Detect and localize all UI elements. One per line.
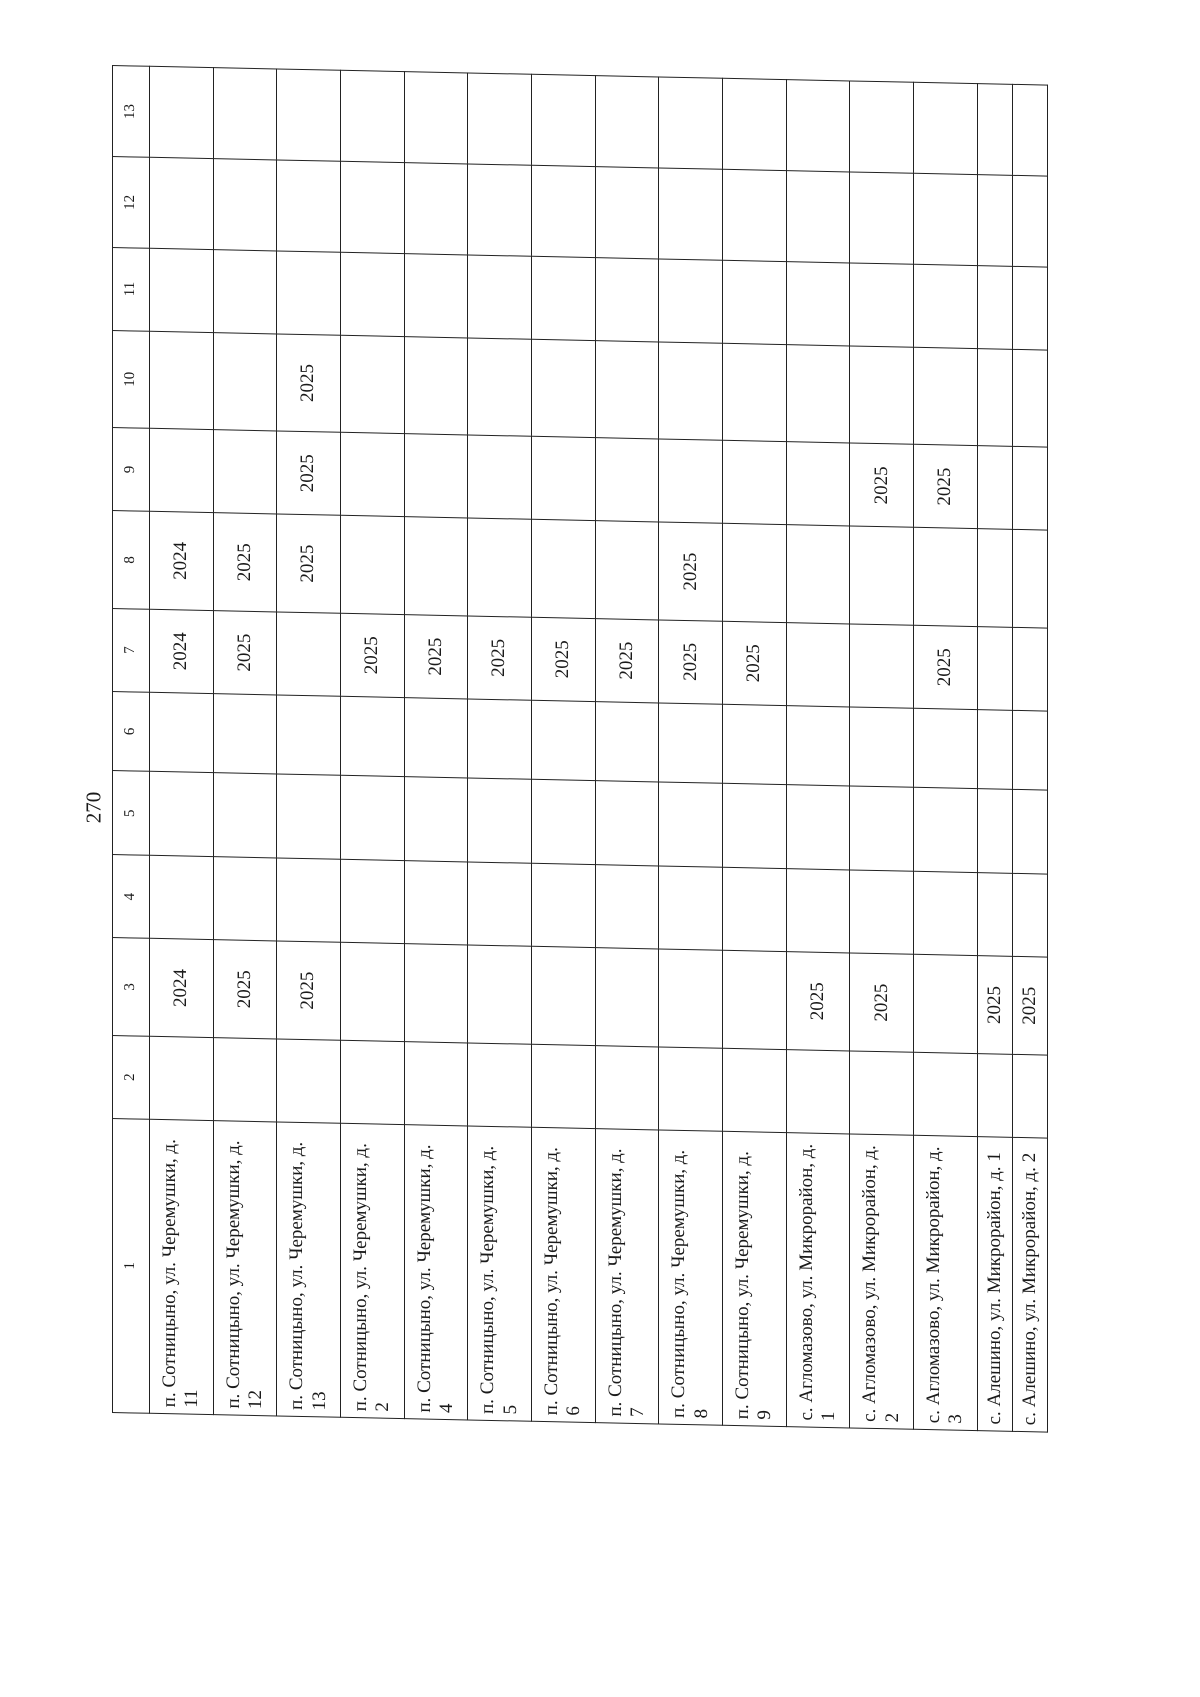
year-cell-col-12 [723,170,787,262]
address-cell: п. Сотницыно, ул. Черемушки, д. 7 [595,1128,659,1424]
year-cell-col-12 [659,168,723,260]
year-cell-col-12 [532,166,596,258]
address-cell: п. Сотницыно, ул. Черемушки, д. 2 [341,1123,405,1419]
year-cell-col-4 [341,860,405,944]
year-cell-col-9 [786,442,850,526]
year-cell-col-9 [532,437,596,521]
column-header-9: 9 [113,428,150,512]
year-cell-col-6 [1012,710,1047,790]
year-cell-col-5 [341,776,405,861]
year-cell-col-7 [850,624,914,708]
address-cell: п. Сотницыно, ул. Черемушки, д. 9 [723,1131,787,1427]
table-row [595,76,659,1424]
year-cell-col-5 [786,785,850,870]
year-cell-col-4 [404,861,468,945]
year-cell-col-7: 2025 [532,617,596,701]
year-cell-col-10 [595,340,659,439]
year-cell-col-3: 2025 [277,941,341,1040]
column-header-2: 2 [113,1035,150,1119]
table-row [850,81,914,1429]
table-row [150,66,214,1414]
year-cell-col-8 [723,523,787,622]
year-cell-col-2 [659,1047,723,1131]
year-cell-col-3 [723,950,787,1049]
year-cell-col-13 [213,68,277,161]
year-cell-col-7 [1012,627,1047,711]
year-cell-col-5 [723,784,787,869]
year-cell-col-11 [914,264,978,348]
year-cell-col-5 [150,772,214,857]
table-row [341,70,405,1418]
year-cell-col-2 [914,1052,978,1136]
year-cell-col-2 [977,1054,1012,1138]
year-cell-col-4 [277,858,341,942]
year-cell-col-9 [1012,447,1047,531]
year-cell-col-11 [213,249,277,333]
year-cell-col-8 [341,515,405,614]
address-cell: п. Сотницыно, ул. Черемушки, д. 13 [277,1122,341,1418]
year-cell-col-4 [786,869,850,953]
year-cell-col-7: 2025 [659,620,723,704]
table-row [404,72,468,1420]
year-cell-col-3: 2025 [850,953,914,1052]
address-cell: п. Сотницыно, ул. Черемушки, д. 6 [532,1127,596,1423]
table-row [723,78,787,1426]
year-cell-col-6 [723,704,787,785]
year-cell-col-6 [659,703,723,784]
year-cell-col-6 [468,699,532,780]
year-cell-col-10 [213,332,277,431]
year-cell-col-10 [1012,349,1047,447]
year-cell-col-13 [786,80,850,173]
column-header-11: 11 [113,247,150,331]
year-cell-col-10 [532,339,596,438]
year-cell-col-5 [277,774,341,859]
year-cell-col-10 [150,331,214,430]
year-cell-col-9: 2025 [277,431,341,515]
year-cell-col-7 [977,626,1012,710]
year-cell-col-11 [1012,266,1047,350]
column-header-6: 6 [113,691,150,771]
year-cell-col-4 [595,865,659,949]
year-cell-col-12 [595,167,659,259]
year-cell-col-6 [977,709,1012,789]
year-cell-col-6 [341,696,405,777]
year-cell-col-13 [914,82,978,175]
year-cell-col-9 [723,441,787,525]
year-cell-col-9 [213,430,277,514]
year-cell-col-10 [659,342,723,441]
year-cell-col-2 [850,1051,914,1135]
year-cell-col-9: 2025 [850,443,914,527]
table-row [659,77,723,1425]
year-cell-col-3: 2025 [786,952,850,1051]
year-cell-col-7: 2025 [914,625,978,709]
year-cell-col-5 [977,789,1012,874]
year-cell-col-4 [532,864,596,948]
year-cell-col-12 [850,172,914,264]
year-cell-col-12 [213,159,277,251]
year-cell-col-12 [1012,176,1047,267]
year-cell-col-10 [468,338,532,437]
year-cell-col-8 [468,518,532,617]
year-cell-col-11 [723,260,787,344]
year-cell-col-8 [977,529,1012,627]
column-header-4: 4 [113,855,150,939]
year-cell-col-8 [786,525,850,624]
year-cell-col-5 [213,773,277,858]
year-cell-col-10 [404,336,468,435]
year-cell-col-10 [977,348,1012,446]
year-cell-col-13 [404,72,468,165]
year-cell-col-6 [595,701,659,782]
year-cell-col-13 [277,69,341,162]
year-cell-col-11 [532,256,596,340]
year-cell-col-9 [341,433,405,517]
year-cell-col-11 [468,255,532,339]
year-cell-col-10 [914,347,978,446]
year-cell-col-11 [595,257,659,341]
year-cell-col-3: 2025 [977,956,1012,1054]
year-cell-col-9: 2025 [914,445,978,529]
year-cell-col-9 [659,439,723,523]
year-cell-col-7: 2025 [341,613,405,697]
address-cell: с. Алешино, ул. Микрорайон, д. 2 [1012,1137,1047,1432]
year-cell-col-12 [977,175,1012,266]
year-cell-col-10 [341,335,405,434]
column-header-7: 7 [113,608,150,692]
page-number: 270 [81,791,106,824]
year-cell-col-5 [468,778,532,863]
year-cell-col-3: 2025 [1012,957,1047,1055]
year-cell-col-8 [404,517,468,616]
year-cell-col-4 [914,872,978,956]
year-cell-col-7: 2024 [150,609,214,693]
year-cell-col-13 [341,70,405,163]
year-cell-col-8: 2025 [213,513,277,612]
year-cell-col-5 [595,781,659,866]
year-cell-col-7: 2025 [723,621,787,705]
address-cell: п. Сотницыно, ул. Черемушки, д. 5 [468,1126,532,1422]
address-cell: п. Сотницыно, ул. Черемушки, д. 8 [659,1130,723,1426]
year-cell-col-13 [977,84,1012,176]
table-row [277,69,341,1417]
year-cell-col-8 [595,521,659,620]
year-cell-col-2 [595,1046,659,1130]
year-cell-col-2 [213,1038,277,1122]
year-cell-col-11 [404,253,468,337]
address-cell: п. Сотницыно, ул. Черемушки, д. 4 [404,1124,468,1420]
table-row [468,73,532,1421]
year-cell-col-11 [977,265,1012,349]
column-header-10: 10 [113,330,150,428]
year-cell-col-12 [150,158,214,250]
year-cell-col-6 [850,707,914,788]
column-header-5: 5 [113,771,150,856]
year-cell-col-5 [1012,790,1047,875]
year-cell-col-11 [150,248,214,332]
year-cell-col-13 [150,66,214,159]
year-cell-col-6 [404,697,468,778]
table-body [150,66,1048,1432]
year-cell-col-9 [977,446,1012,530]
column-header-1: 1 [113,1118,150,1413]
year-cell-col-2 [468,1043,532,1127]
year-cell-col-4 [977,873,1012,957]
year-cell-col-7 [786,622,850,706]
table-row [1012,84,1047,1432]
year-cell-col-5 [404,777,468,862]
address-cell: с. Агломазово, ул. Микрорайон, д. 2 [850,1134,914,1430]
table-row [786,80,850,1428]
table-row [977,84,1012,1432]
year-cell-col-7 [277,612,341,696]
year-cell-col-8 [914,527,978,626]
column-header-8: 8 [113,511,150,609]
year-cell-col-10 [850,346,914,445]
year-cell-col-4 [1012,874,1047,958]
year-cell-col-9 [595,438,659,522]
year-cell-col-3 [341,942,405,1041]
year-cell-col-8: 2025 [659,522,723,621]
year-cell-col-2 [150,1036,214,1120]
year-cell-col-12 [277,160,341,252]
year-cell-col-9 [468,435,532,519]
year-cell-col-2 [723,1048,787,1132]
year-cell-col-6 [150,692,214,773]
year-cell-col-11 [341,252,405,336]
year-cell-col-3 [404,944,468,1043]
rotated-table-container [112,65,1048,1433]
year-cell-col-2 [786,1050,850,1134]
table-header-row [113,66,150,1414]
year-cell-col-8 [850,526,914,625]
year-cell-col-7: 2025 [213,610,277,694]
year-cell-col-4 [213,857,277,941]
year-cell-col-3 [468,945,532,1044]
year-cell-col-12 [914,174,978,266]
year-cell-col-12 [468,164,532,256]
year-cell-col-13 [659,77,723,170]
year-cell-col-3 [659,949,723,1048]
address-cell: с. Агломазово, ул. Микрорайон, д. 1 [786,1132,850,1428]
year-cell-col-6 [532,700,596,781]
year-cell-col-13 [723,78,787,171]
year-cell-col-6 [277,695,341,776]
year-cell-col-6 [213,693,277,774]
year-cell-col-6 [786,705,850,786]
year-cell-col-10 [723,343,787,442]
year-cell-col-3 [914,954,978,1053]
year-cell-col-2 [404,1042,468,1126]
year-cell-col-7: 2025 [595,618,659,702]
year-cell-col-4 [150,856,214,940]
year-cell-col-7: 2025 [404,614,468,698]
year-cell-col-11 [786,261,850,345]
address-cell: п. Сотницыно, ул. Черемушки, д. 11 [150,1119,214,1415]
year-cell-col-8 [532,519,596,618]
year-cell-col-8 [1012,529,1047,627]
year-cell-col-8: 2025 [277,514,341,613]
year-cell-col-13 [468,73,532,166]
year-cell-col-12 [786,171,850,263]
address-cell: с. Агломазово, ул. Микрорайон, д. 3 [914,1135,978,1431]
year-cell-col-11 [277,251,341,335]
year-cell-col-13 [595,76,659,169]
year-cell-col-4 [723,868,787,952]
address-cell: с. Алешино, ул. Микрорайон, д. 1 [977,1136,1012,1431]
year-cell-col-2 [277,1039,341,1123]
year-cell-col-3 [595,948,659,1047]
year-cell-col-13 [850,81,914,174]
year-cell-col-8: 2024 [150,511,214,610]
year-cell-col-3: 2024 [150,938,214,1037]
year-cell-col-2 [532,1044,596,1128]
year-cell-col-9 [150,429,214,513]
year-cell-col-11 [659,259,723,343]
year-cell-col-4 [468,862,532,946]
year-cell-col-11 [850,263,914,347]
year-cell-col-6 [914,708,978,789]
column-header-12: 12 [113,157,150,248]
year-cell-col-2 [1012,1054,1047,1138]
year-cell-col-10 [786,344,850,443]
year-cell-col-3 [532,946,596,1045]
year-cell-col-5 [914,788,978,873]
year-cell-col-12 [404,163,468,255]
year-cell-col-4 [659,866,723,950]
year-cell-col-7: 2025 [468,616,532,700]
year-cell-col-5 [659,782,723,867]
address-cell: п. Сотницыно, ул. Черемушки, д. 12 [213,1120,277,1416]
year-cell-col-13 [1012,84,1047,176]
table-row [213,68,277,1416]
year-cell-col-4 [850,870,914,954]
year-cell-col-2 [341,1040,405,1124]
year-cell-col-10: 2025 [277,334,341,433]
year-cell-col-5 [850,786,914,871]
table-row [532,74,596,1422]
column-header-3: 3 [113,938,150,1036]
column-header-13: 13 [113,66,150,158]
year-cell-col-12 [341,162,405,254]
table-row [914,82,978,1430]
repair-schedule-table [112,65,1048,1433]
year-cell-col-3: 2025 [213,940,277,1039]
year-cell-col-9 [404,434,468,518]
year-cell-col-5 [532,780,596,865]
year-cell-col-13 [532,74,596,167]
